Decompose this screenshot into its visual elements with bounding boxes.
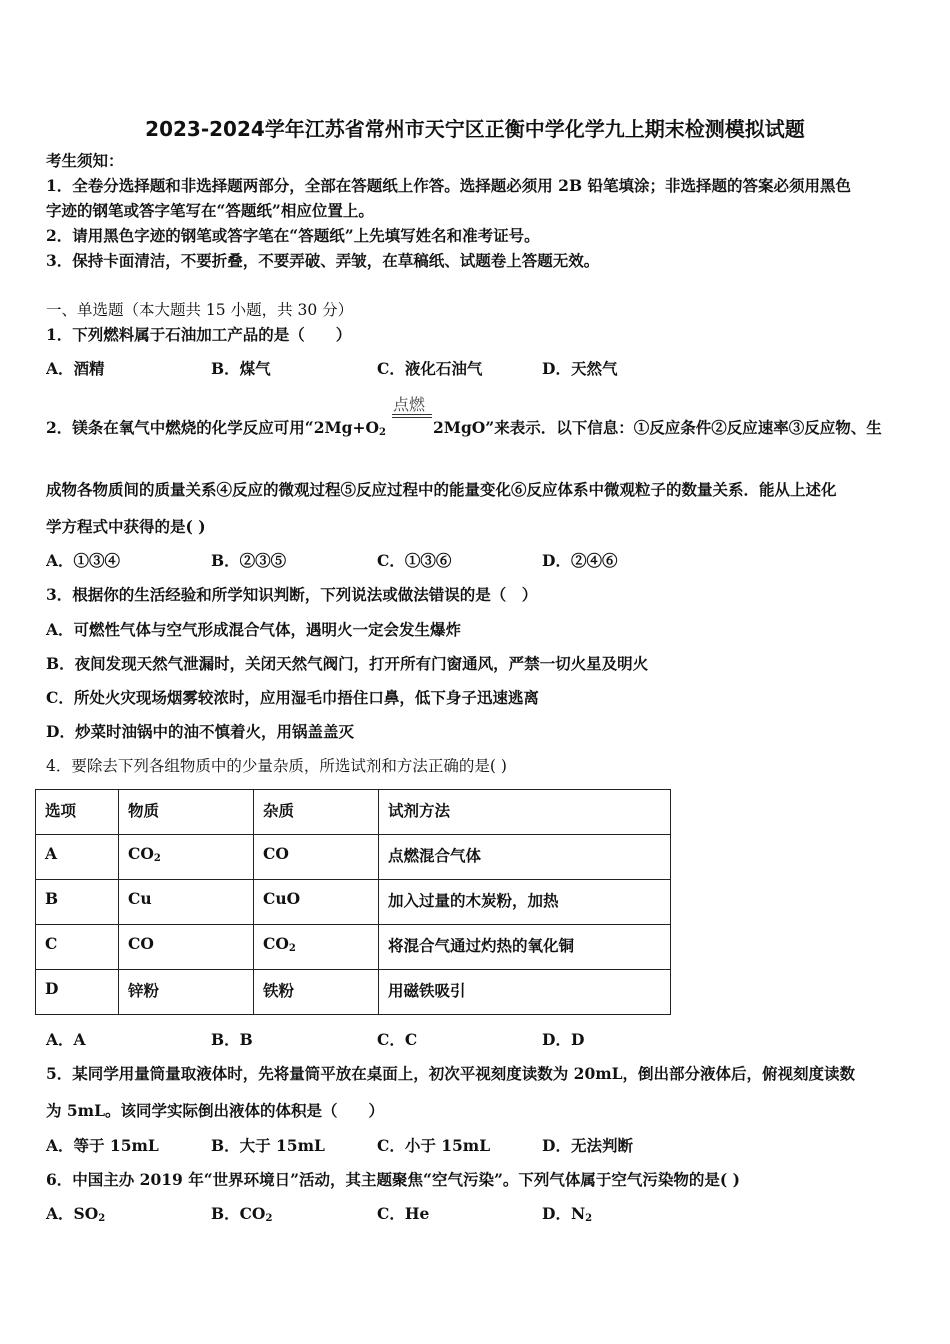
table-header: 杂质 <box>254 790 379 835</box>
table-cell: $CO_2$ <box>119 835 254 880</box>
notice-line-1: 1．全卷分选择题和非选择题两部分，全部在答题纸上作答。选择题必须用 2B 铅笔填涂；非选择题的答案必须用黑色 <box>46 176 851 195</box>
table-cell: Cu <box>119 880 254 925</box>
q5-stem-line-2: 为 5mL。该同学实际倒出液体的体积是（ ） <box>46 1101 384 1120</box>
q5-option-c[interactable]: C．小于 15mL <box>377 1136 491 1155</box>
q4-stem: 4．要除去下列各组物质中的少量杂质，所选试剂和方法正确的是( ) <box>46 757 507 775</box>
table-cell: $CO_2$ <box>254 925 379 970</box>
q3-option-d[interactable]: D．炒菜时油锅中的油不慎着火，用锅盖盖灭 <box>46 722 354 741</box>
table-cell: A <box>36 835 119 880</box>
table-header: 选项 <box>36 790 119 835</box>
table-header: 试剂方法 <box>379 790 671 835</box>
table-row <box>36 835 671 880</box>
q1-option-d[interactable]: D．天然气 <box>542 359 618 378</box>
q2-stem-line-2: 成物各物质间的质量关系④反应的微观过程⑤反应过程中的能量变化⑥反应体系中微观粒子的数量关系．能从上述化 <box>46 480 837 499</box>
notice-heading: 考生须知： <box>46 151 124 170</box>
q4-table <box>35 789 671 1015</box>
q6-option-a[interactable]: A．$SO_2$ <box>46 1204 106 1224</box>
reaction-condition: 点燃 <box>393 395 426 414</box>
table-cell: 点燃混合气体 <box>379 835 671 880</box>
q3-option-c[interactable]: C．所处火灾现场烟雾较浓时，应用湿毛巾捂住口鼻，低下身子迅速逃离 <box>46 688 539 707</box>
q5-option-b[interactable]: B．大于 15mL <box>211 1136 325 1155</box>
table-row <box>36 925 671 970</box>
table-row <box>36 880 671 925</box>
page-title: 2023-2024学年江苏省常州市天宁区正衡中学化学九上期末检测模拟试题 <box>145 117 805 141</box>
table-cell: 锌粉 <box>119 970 254 1015</box>
table-cell: B <box>36 880 119 925</box>
equation-line-2 <box>392 417 432 418</box>
notice-line-1b: 字迹的钢笔或答字笔写在“答题纸”相应位置上。 <box>46 201 374 220</box>
q5-option-a[interactable]: A．等于 15mL <box>46 1136 159 1155</box>
table-cell: CuO <box>254 880 379 925</box>
section-heading: 一、单选题（本大题共 15 小题，共 30 分） <box>46 301 354 319</box>
q2-option-c[interactable]: C．①③⑥ <box>377 551 452 570</box>
q4-option-d[interactable]: D．D <box>542 1030 585 1049</box>
table-row <box>36 970 671 1015</box>
q4-option-c[interactable]: C．C <box>377 1030 418 1049</box>
q1-option-b[interactable]: B．煤气 <box>211 359 271 378</box>
q1-option-c[interactable]: C．液化石油气 <box>377 359 483 378</box>
table-header: 物质 <box>119 790 254 835</box>
table-cell: CO <box>254 835 379 880</box>
q3-stem: 3．根据你的生活经验和所学知识判断，下列说法或做法错误的是（ ） <box>46 585 538 604</box>
q3-option-a[interactable]: A．可燃性气体与空气形成混合气体，遇明火一定会发生爆炸 <box>46 620 462 639</box>
q6-option-d[interactable]: D．$N_2$ <box>542 1204 593 1224</box>
q6-option-b[interactable]: B．$CO_2$ <box>211 1204 273 1224</box>
q2-option-b[interactable]: B．②③⑤ <box>211 551 287 570</box>
q3-option-b[interactable]: B．夜间发现天然气泄漏时，关闭天然气阀门，打开所有门窗通风，严禁一切火星及明火 <box>46 654 649 673</box>
table-header-row <box>36 790 671 835</box>
table-cell: C <box>36 925 119 970</box>
table-cell: 用磁铁吸引 <box>379 970 671 1015</box>
q1-option-a[interactable]: A．酒精 <box>46 359 105 378</box>
table-cell: 加入过量的木炭粉，加热 <box>379 880 671 925</box>
q5-stem-line-1: 5．某同学用量筒量取液体时，先将量筒平放在桌面上，初次平视刻度读数为 20mL，倒出部分液体后，俯视刻度读数 <box>46 1064 856 1083</box>
q1-stem: 1．下列燃料属于石油加工产品的是（ ） <box>46 325 352 344</box>
table-cell: 将混合气通过灼热的氧化铜 <box>379 925 671 970</box>
notice-line-3: 3．保持卡面清洁，不要折叠，不要弄破、弄皱，在草稿纸、试题卷上答题无效。 <box>46 251 600 270</box>
q2-stem-line-3: 学方程式中获得的是( ) <box>46 517 206 536</box>
q4-option-b[interactable]: B．B <box>211 1030 253 1049</box>
q2-option-a[interactable]: A．①③④ <box>46 551 121 570</box>
q6-stem: 6．中国主办 2019 年“世界环境日”活动，其主题聚焦“空气污染”。下列气体属于空气污染物的是( ) <box>46 1170 740 1189</box>
notice-line-2: 2．请用黑色字迹的钢笔或答字笔在“答题纸”上先填写姓名和准考证号。 <box>46 226 540 245</box>
table-cell: D <box>36 970 119 1015</box>
q2-stem-part-b: 2MgO”来表示．以下信息：①反应条件②反应速率③反应物、生 <box>433 418 882 437</box>
equation-line <box>392 414 432 415</box>
q2-stem-part-a: 2．镁条在氧气中燃烧的化学反应可用“$2Mg+O_2$ <box>46 418 386 438</box>
q2-option-d[interactable]: D．②④⑥ <box>542 551 618 570</box>
table-cell: 铁粉 <box>254 970 379 1015</box>
q4-option-a[interactable]: A．A <box>46 1030 86 1049</box>
q6-option-c[interactable]: C．He <box>377 1204 430 1223</box>
q5-option-d[interactable]: D．无法判断 <box>542 1136 633 1155</box>
table-cell: CO <box>119 925 254 970</box>
